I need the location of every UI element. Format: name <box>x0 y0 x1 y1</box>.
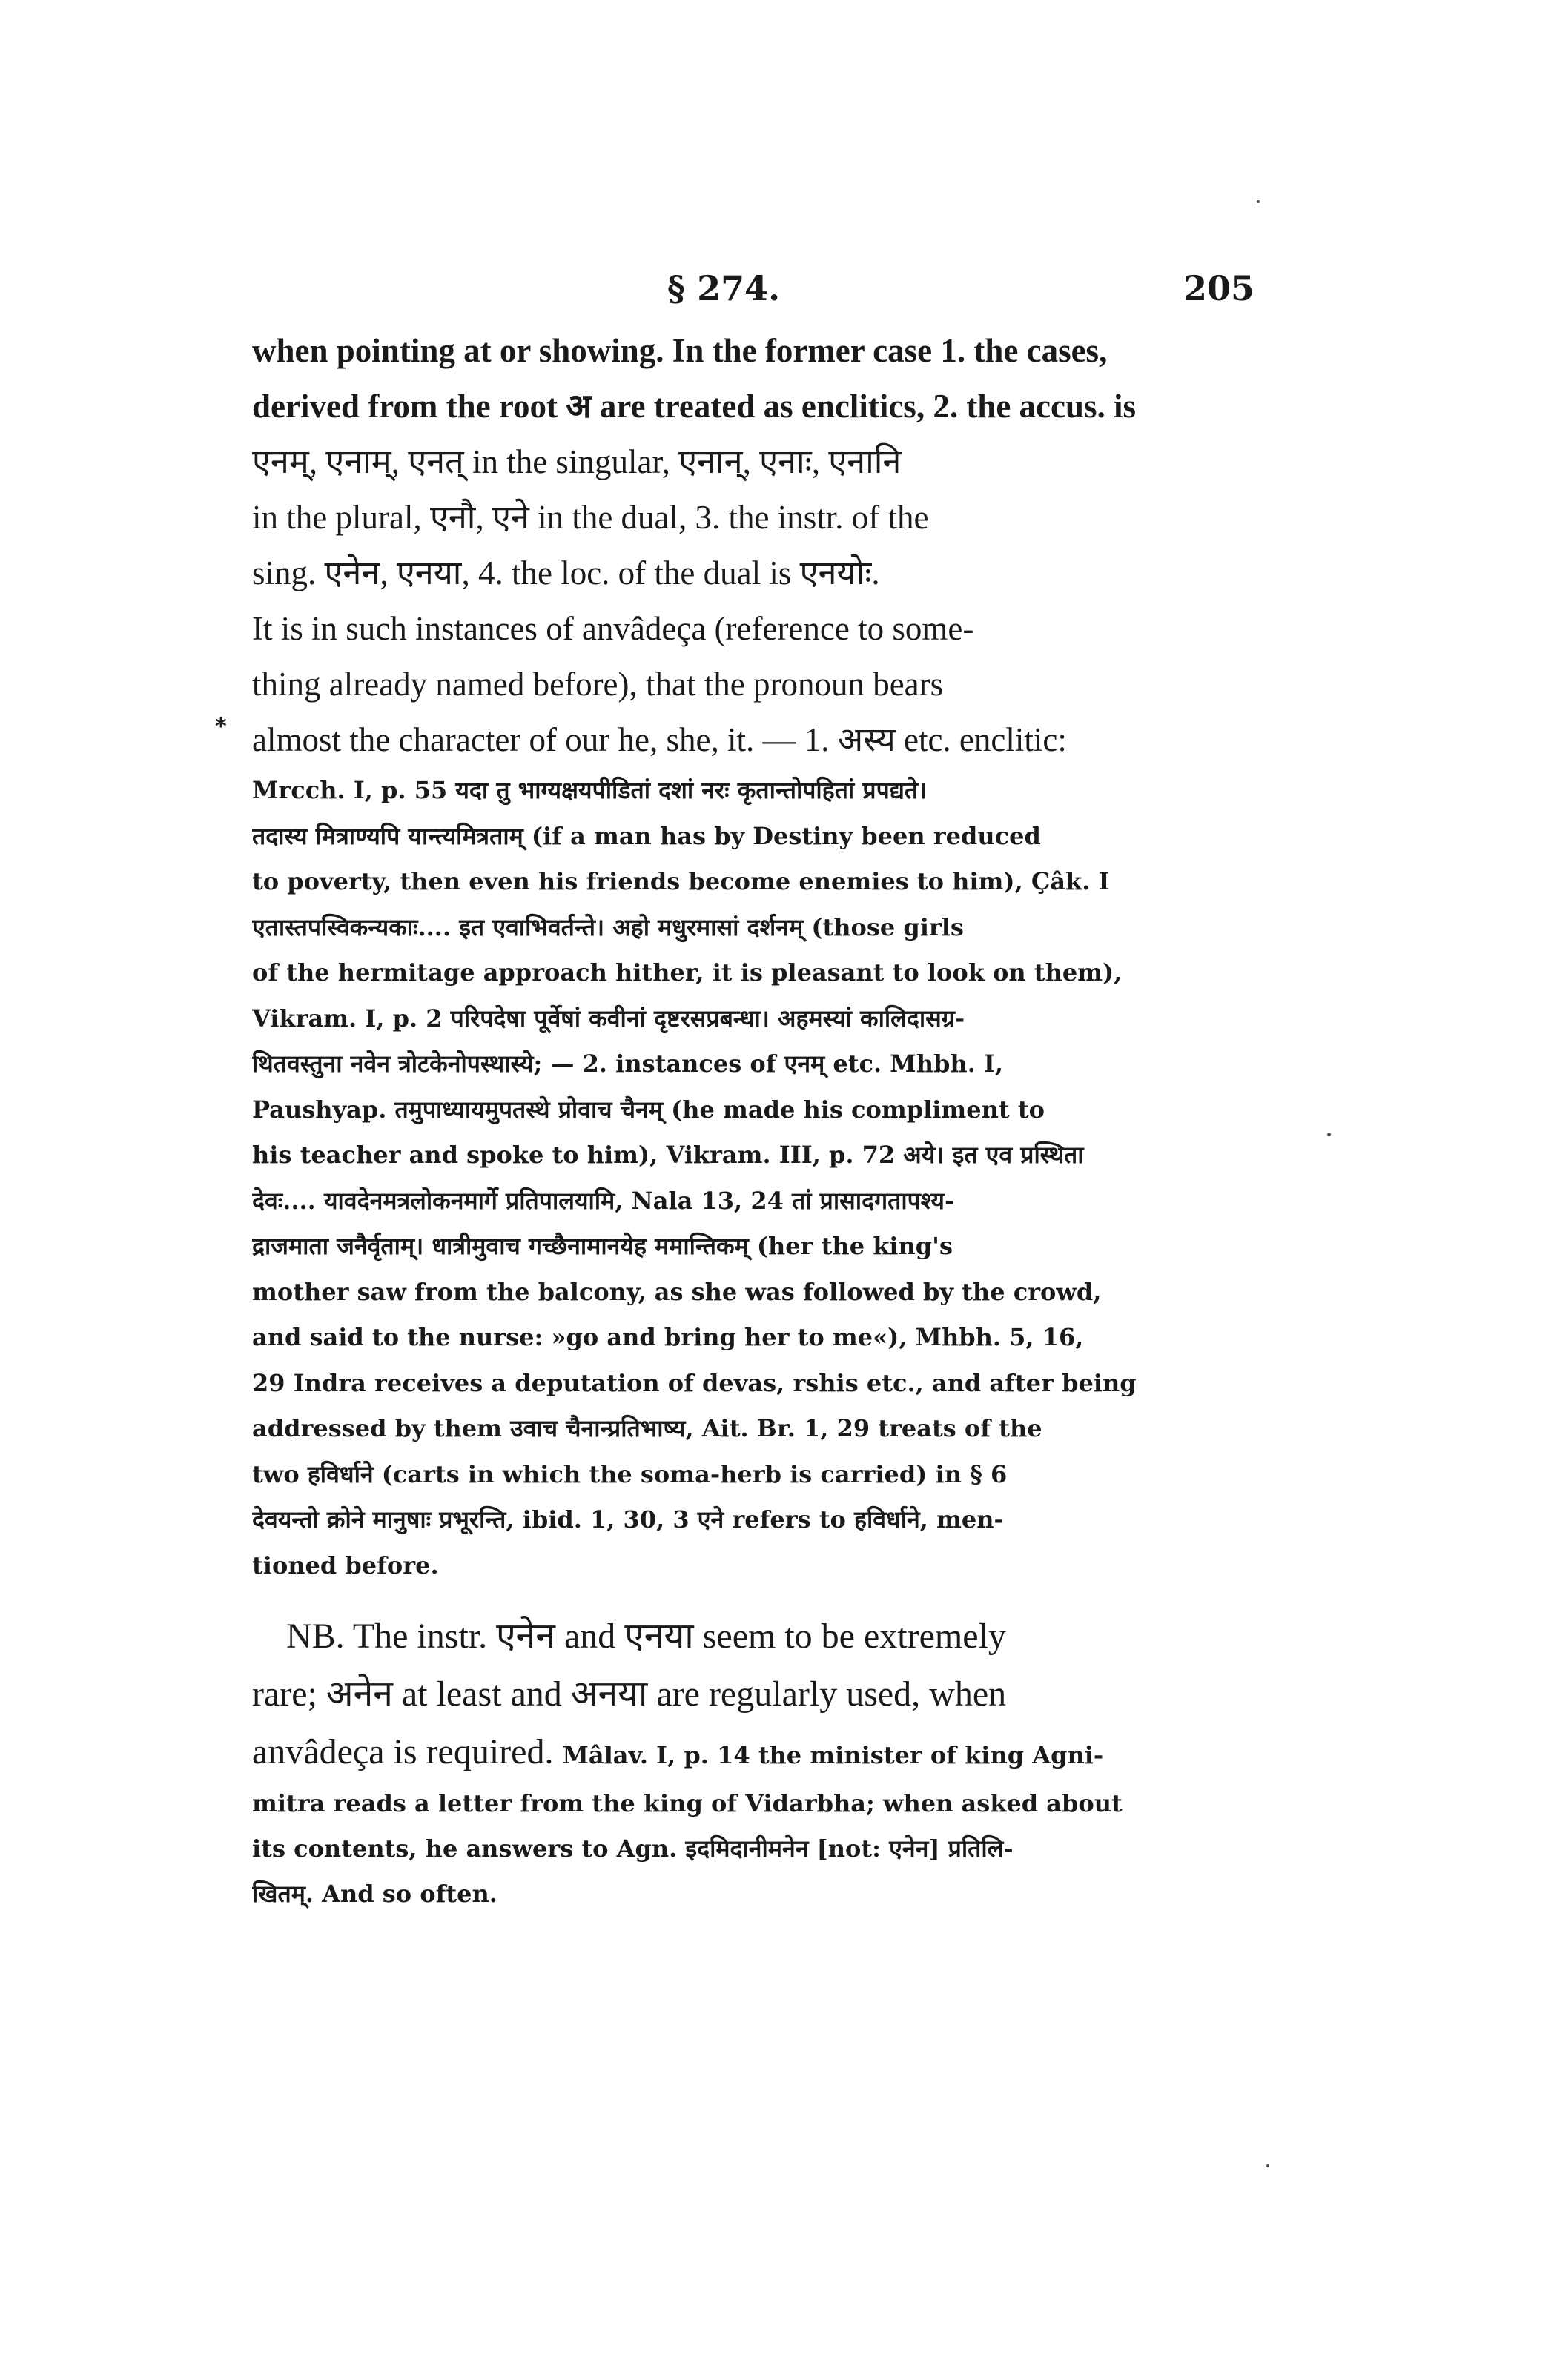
page-header <box>252 268 1254 320</box>
text-line: खितम्. And so often. <box>252 1880 497 1908</box>
page-number: 205 <box>1183 268 1254 308</box>
text-line: and said to the nurse: »go and bring her to me«), Mhbh. 5, 16, <box>252 1323 1084 1351</box>
text-line: when pointing at or showing. In the former case 1. the cases, <box>252 332 1108 369</box>
scan-speck <box>1266 2164 1269 2167</box>
margin-mark: * <box>215 714 227 740</box>
text-line: almost the character of our he, she, it. — 1. अस्य etc. enclitic: <box>252 721 1067 758</box>
nb-tail-cont: Mâlav. I, p. 14 the minister of king Agni- <box>562 1741 1104 1769</box>
text-line: rare; अनेन at least and अनया are regularly used, when <box>252 1674 1007 1714</box>
text-line: देवः.... यावदेनमत्रलोकनमार्गे प्रतिपालयामि, Nala 13, 24 तां प्रासादगतापश्य- <box>252 1186 955 1215</box>
text-line: एतास्तपस्विकन्यकाः.... इत एवाभिवर्तन्ते। अहो मधुरमासां दर्शनम् (those girls <box>252 912 964 941</box>
text-line: Mrcch. I, p. 55 यदा तु भाग्यक्षयपीडितां दशां नरः कृतान्तोपहितां प्रपद्यते। <box>252 776 928 804</box>
scan-speck <box>1257 200 1260 203</box>
text-line: sing. एनेन, एनया, 4. the loc. of the dual is एनयोः. <box>252 554 880 591</box>
text-line: two हविर्धाने (carts in which the soma-herb is carried) in § 6 <box>252 1459 1008 1488</box>
text-line: tioned before. <box>252 1551 439 1580</box>
text-line: द्राजमाता जनैर्वृताम्। धात्रीमुवाच गच्छैनामानयेह ममान्तिकम् (her the king's <box>252 1232 953 1260</box>
text-line: derived from the root अ are treated as enclitics, 2. the accus. is <box>252 388 1137 425</box>
text-line: mother saw from the balcony, as she was followed by the crowd, <box>252 1277 1102 1306</box>
text-line: in the plural, एनौ, एने in the dual, 3. the instr. of the <box>252 499 929 536</box>
nb-paragraph <box>252 1608 1254 1917</box>
text-line: थितवस्तुना नवेन त्रोटकेनोपस्थास्ये; — 2. instances of एनम् etc. Mhbh. I, <box>252 1050 1003 1078</box>
text-line: 29 Indra receives a deputation of devas, rshis etc., and after being <box>252 1368 1137 1397</box>
text-line: एनम्, एनाम्, एनत् in the singular, एनान्, एनाः, एनानि <box>252 443 902 480</box>
text-line: Vikram. I, p. 2 परिपदेषा पूर्वेषां कवीनां दृष्टरसप्रबन्धा। अहमस्यां कालिदासग्र- <box>252 1004 965 1032</box>
text-line: mitra reads a letter from the king of Vidarbha; when asked about <box>252 1789 1123 1817</box>
text-line: thing already named before), that the pronoun bears <box>252 666 944 703</box>
scan-speck <box>1327 1133 1331 1136</box>
text-line: of the hermitage approach hither, it is pleasant to look on them), <box>252 958 1123 987</box>
text-line: his teacher and spoke to him), Vikram. III, p. 72 अये। इत एव प्रस्थिता <box>252 1141 1084 1169</box>
nb-tail-lead: anvâdeça is required. <box>252 1732 554 1771</box>
text-line: देवयन्तो क्रोने मानुषाः प्रभूरन्ति, ibid. 1, 30, 3 एने refers to हविर्धाने, men- <box>252 1505 1004 1534</box>
text-line <box>252 1723 1254 1781</box>
text-line: तदास्य मित्राण्यपि यान्त्यमित्रताम् (if a man has by Destiny been reduced <box>252 821 1041 850</box>
text-line: Paushyap. तमुपाध्यायमुपतस्थे प्रोवाच चैनम् (he made his compliment to <box>252 1095 1045 1124</box>
page-body <box>252 323 1254 1917</box>
text-line: It is in such instances of anvâdeça (reference to some- <box>252 610 974 647</box>
text-line: to poverty, then even his friends become enemies to him), Çâk. I <box>252 867 1110 895</box>
examples-paragraph <box>252 768 1254 1588</box>
section-number: § 274. <box>667 268 781 308</box>
text-line: addressed by them उवाच चैनान्प्रतिभाष्य, Ait. Br. 1, 29 treats of the <box>252 1414 1042 1442</box>
text-line: NB. The instr. एनेन and एनया seem to be extremely <box>286 1617 1006 1656</box>
text-line: its contents, he answers to Agn. इदमिदानीमनेन [not: एनेन] प्रतिलि- <box>252 1834 1014 1863</box>
main-paragraph <box>252 323 1254 768</box>
